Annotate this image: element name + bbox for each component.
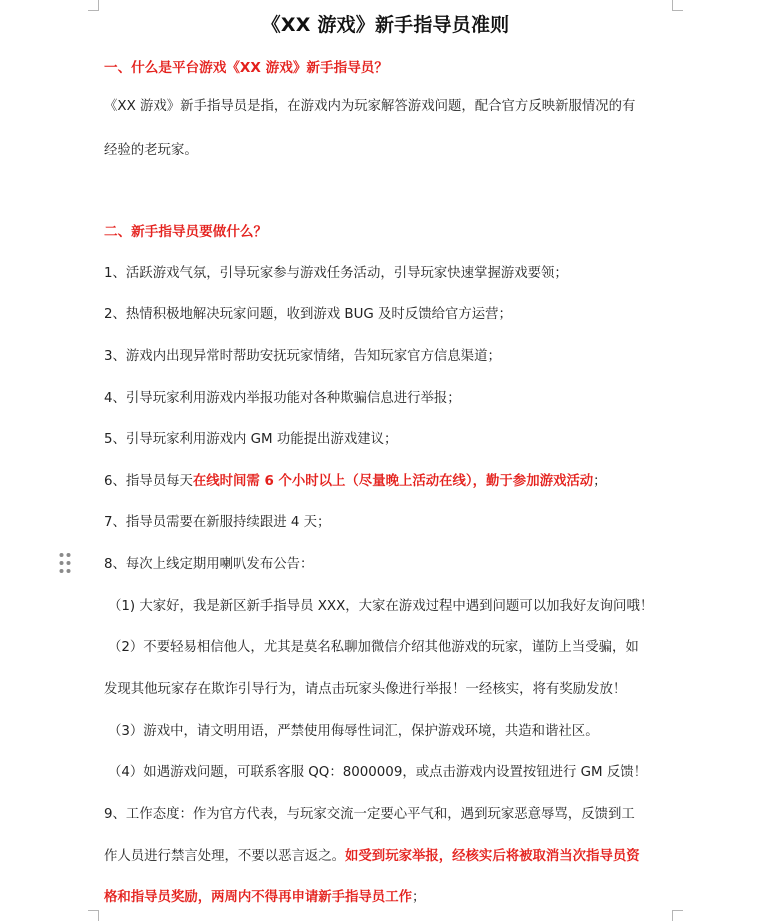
- list-item-3: 3、游戏内出现异常时帮助安抚玩家情绪，告知玩家官方信息渠道；: [104, 349, 501, 364]
- section1-heading: 一、什么是平台游戏《XX 游戏》新手指导员？: [104, 60, 388, 76]
- list-item-8: 8、每次上线定期用喇叭发布公告：: [104, 557, 314, 572]
- list-item-5: 5、引导玩家利用游戏内 GM 功能提出游戏建议；: [104, 432, 398, 447]
- announcement-2-line2: 发现其他玩家存在欺诈引导行为，请点击玩家头像进行举报！一经核实，将有奖励发放！: [104, 682, 627, 697]
- list-item-7: 7、指导员需要在新服持续跟进 4 天；: [104, 515, 331, 530]
- section1-para-line1: 《XX 游戏》新手指导员是指，在游戏内为玩家解答游戏问题，配合官方反映新服情况的有: [104, 99, 636, 114]
- list-item-9-line2-emphasis: 如受到玩家举报，经核实后将被取消当次指导员资: [345, 849, 640, 864]
- drag-handle-icon[interactable]: [58, 552, 72, 574]
- list-item-9-line3-suffix: ；: [411, 890, 426, 905]
- announcement-2-line1: （2）不要轻易相信他人，尤其是莫名私聊加微信介绍其他游戏的玩家，谨防上当受骗，如: [108, 640, 639, 655]
- list-item-6-suffix: ；: [593, 474, 607, 489]
- list-item-9-line2: [104, 847, 664, 867]
- announcement-4: （4）如遇游戏问题，可联系客服 QQ：8000009，或点击游戏内设置按钮进行 GM 反馈！: [108, 765, 648, 780]
- list-item-1: 1、活跃游戏气氛，引导玩家参与游戏任务活动，引导玩家快速掌握游戏要领；: [104, 266, 568, 281]
- document-title: 《XX 游戏》新手指导员准则: [261, 14, 510, 36]
- page-corner-mark-bottom-left: [88, 910, 99, 921]
- list-item-9-line2-normal: 作人员进行禁言处理，不要以恶言返之。: [104, 849, 346, 864]
- list-item-6-emphasis: 在线时间需 6 个小时以上（尽量晚上活动在线），勤于参加游戏活动: [192, 474, 594, 489]
- announcement-3: （3）游戏中，请文明用语，严禁使用侮辱性词汇，保护游戏环境，共造和谐社区。: [108, 724, 599, 739]
- page-corner-mark-bottom-right: [672, 910, 683, 921]
- section2-heading: 二、新手指导员要做什么？: [104, 224, 268, 240]
- list-item-6: [104, 472, 664, 492]
- list-item-6-prefix: 6、指导员每天: [104, 474, 193, 489]
- announcement-1: （1) 大家好，我是新区新手指导员 XXX，大家在游戏过程中遇到问题可以加我好友询问哦！: [108, 599, 654, 614]
- list-item-9-line1: 9、工作态度：作为官方代表，与玩家交流一定要心平气和，遇到玩家恶意辱骂，反馈到工: [104, 807, 635, 822]
- list-item-4: 4、引导玩家利用游戏内举报功能对各种欺骗信息进行举报；: [104, 391, 461, 406]
- list-item-9-line3-emphasis: 格和指导员奖励，两周内不得再申请新手指导员工作: [104, 890, 412, 905]
- list-item-9-line3: [104, 888, 664, 908]
- section1-para-line2: 经验的老玩家。: [104, 143, 198, 158]
- list-item-2: 2、热情积极地解决玩家问题，收到游戏 BUG 及时反馈给官方运营；: [104, 307, 512, 322]
